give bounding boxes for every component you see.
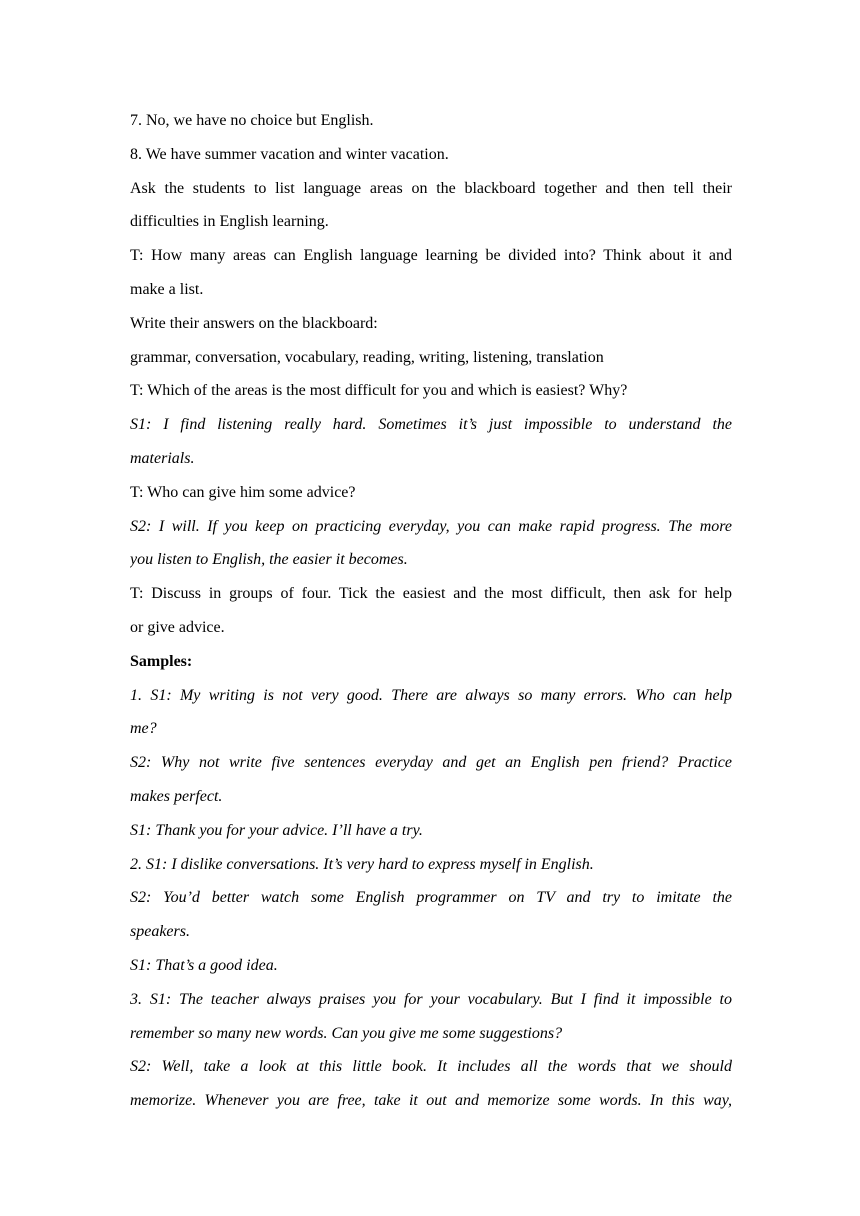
text-line: remember so many new words. Can you give me some suggestions?	[130, 1024, 563, 1042]
text-line: S1: Thank you for your advice. I’ll have a try.	[130, 821, 423, 839]
text-line: Ask the students to list language areas on the blackboard together and then tell their	[130, 179, 732, 197]
text-line: S2: I will. If you keep on practicing everyday, you can make rapid progress. The more	[130, 517, 732, 535]
text-line: S1: I find listening really hard. Sometimes it’s just impossible to understand the	[130, 416, 732, 434]
text-line: 2. S1: I dislike conversations. It’s very hard to express myself in English.	[130, 855, 594, 873]
text-line: S2: You’d better watch some English programmer on TV and try to imitate the	[130, 889, 732, 907]
text-line: S2: Well, take a look at this little book. It includes all the words that we should	[130, 1058, 732, 1076]
document-page	[130, 104, 732, 1118]
text-line: 1. S1: My writing is not very good. There are always so many errors. Who can help	[130, 686, 732, 704]
text-line: T: How many areas can English language learning be divided into? Think about it and	[130, 247, 732, 265]
text-line: S1: That’s a good idea.	[130, 956, 278, 974]
text-line: you listen to English, the easier it becomes.	[130, 551, 408, 569]
text-line: makes perfect.	[130, 787, 223, 805]
text-line: grammar, conversation, vocabulary, reading, writing, listening, translation	[130, 348, 604, 366]
text-line: speakers.	[130, 923, 190, 941]
text-line: T: Discuss in groups of four. Tick the easiest and the most difficult, then ask for help	[130, 585, 732, 603]
text-line: 7. No, we have no choice but English.	[130, 112, 374, 129]
text-line: make a list.	[130, 280, 204, 298]
section-heading: Samples:	[130, 652, 193, 670]
text-line: 8. We have summer vacation and winter vacation.	[130, 145, 449, 163]
text-line: 3. S1: The teacher always praises you for your vocabulary. But I find it impossible to	[130, 990, 732, 1008]
text-line: Write their answers on the blackboard:	[130, 314, 378, 332]
text-line: memorize. Whenever you are free, take it out and memorize some words. In this way,	[130, 1092, 732, 1110]
text-line: S2: Why not write five sentences everyday and get an English pen friend? Practice	[130, 754, 732, 772]
text-line: T: Which of the areas is the most difficult for you and which is easiest? Why?	[130, 382, 628, 400]
text-line: materials.	[130, 449, 195, 467]
text-line: T: Who can give him some advice?	[130, 483, 356, 501]
text-line: or give advice.	[130, 618, 225, 636]
text-line: me?	[130, 720, 157, 738]
text-line: difficulties in English learning.	[130, 213, 329, 231]
